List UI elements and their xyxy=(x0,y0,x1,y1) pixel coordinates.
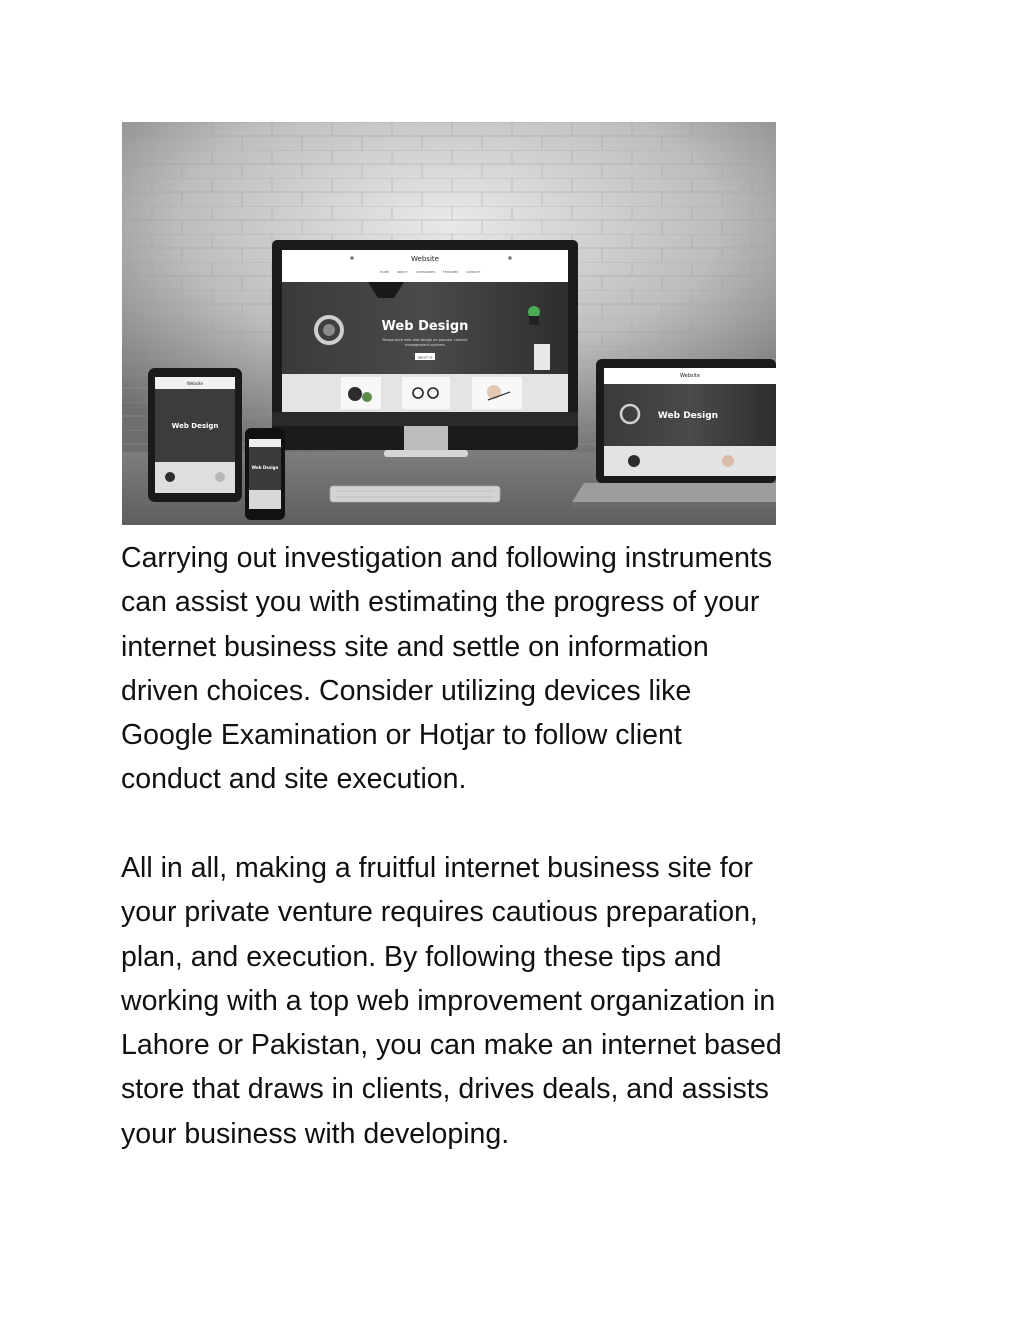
text-line: internet business site and settle on information xyxy=(121,630,709,663)
paragraph-analytics xyxy=(121,536,921,802)
text-line: store that draws in clients, drives deals, and assists xyxy=(121,1073,769,1106)
text-line: your business with developing. xyxy=(121,1117,510,1150)
svg-text:Web Design: Web Design xyxy=(657,411,719,421)
screen-nav-item: ABOUT xyxy=(397,270,408,274)
text-line: Google Examination or Hotjar to follow client xyxy=(121,719,682,752)
screen-title: Web Design xyxy=(381,319,469,334)
screen-nav-item: HOME xyxy=(380,270,390,274)
text-line: plan, and execution. By following these tips and xyxy=(121,940,722,973)
phone-device xyxy=(245,428,285,520)
screen-subtitle: Responsive web site design on popular content xyxy=(382,338,468,342)
svg-text:Web Design: Web Design xyxy=(251,465,279,470)
text-line: Lahore or Pakistan, you can make an internet based xyxy=(121,1029,782,1062)
screen-nav-item: CATEGORIES xyxy=(416,270,436,274)
laptop-device xyxy=(572,359,776,507)
screen-brand: Website xyxy=(411,255,439,263)
paragraph-conclusion xyxy=(121,846,921,1156)
screen-subtitle: management systems xyxy=(404,343,446,347)
text-line: can assist you with estimating the progress of your xyxy=(121,586,760,619)
screen-button: ABOUT US xyxy=(417,355,433,360)
svg-text:Web Design: Web Design xyxy=(171,422,219,430)
text-line: All in all, making a fruitful internet business site for xyxy=(121,852,754,884)
text-line: conduct and site execution. xyxy=(121,763,467,796)
svg-text:Website: Website xyxy=(680,373,700,379)
text-line: your private venture requires cautious preparation, xyxy=(121,896,758,929)
svg-text:Website: Website xyxy=(187,381,203,386)
responsive-devices-illustration xyxy=(122,122,776,525)
hero-image xyxy=(122,122,776,525)
text-line: driven choices. Consider utilizing devices like xyxy=(121,674,692,707)
tablet-device xyxy=(148,368,242,502)
screen-nav-item: FEATURES xyxy=(443,270,459,274)
text-line: working with a top web improvement organization in xyxy=(121,984,776,1017)
screen-nav-item: CONTACT xyxy=(466,270,481,274)
text-line: Carrying out investigation and following instruments xyxy=(121,542,773,574)
